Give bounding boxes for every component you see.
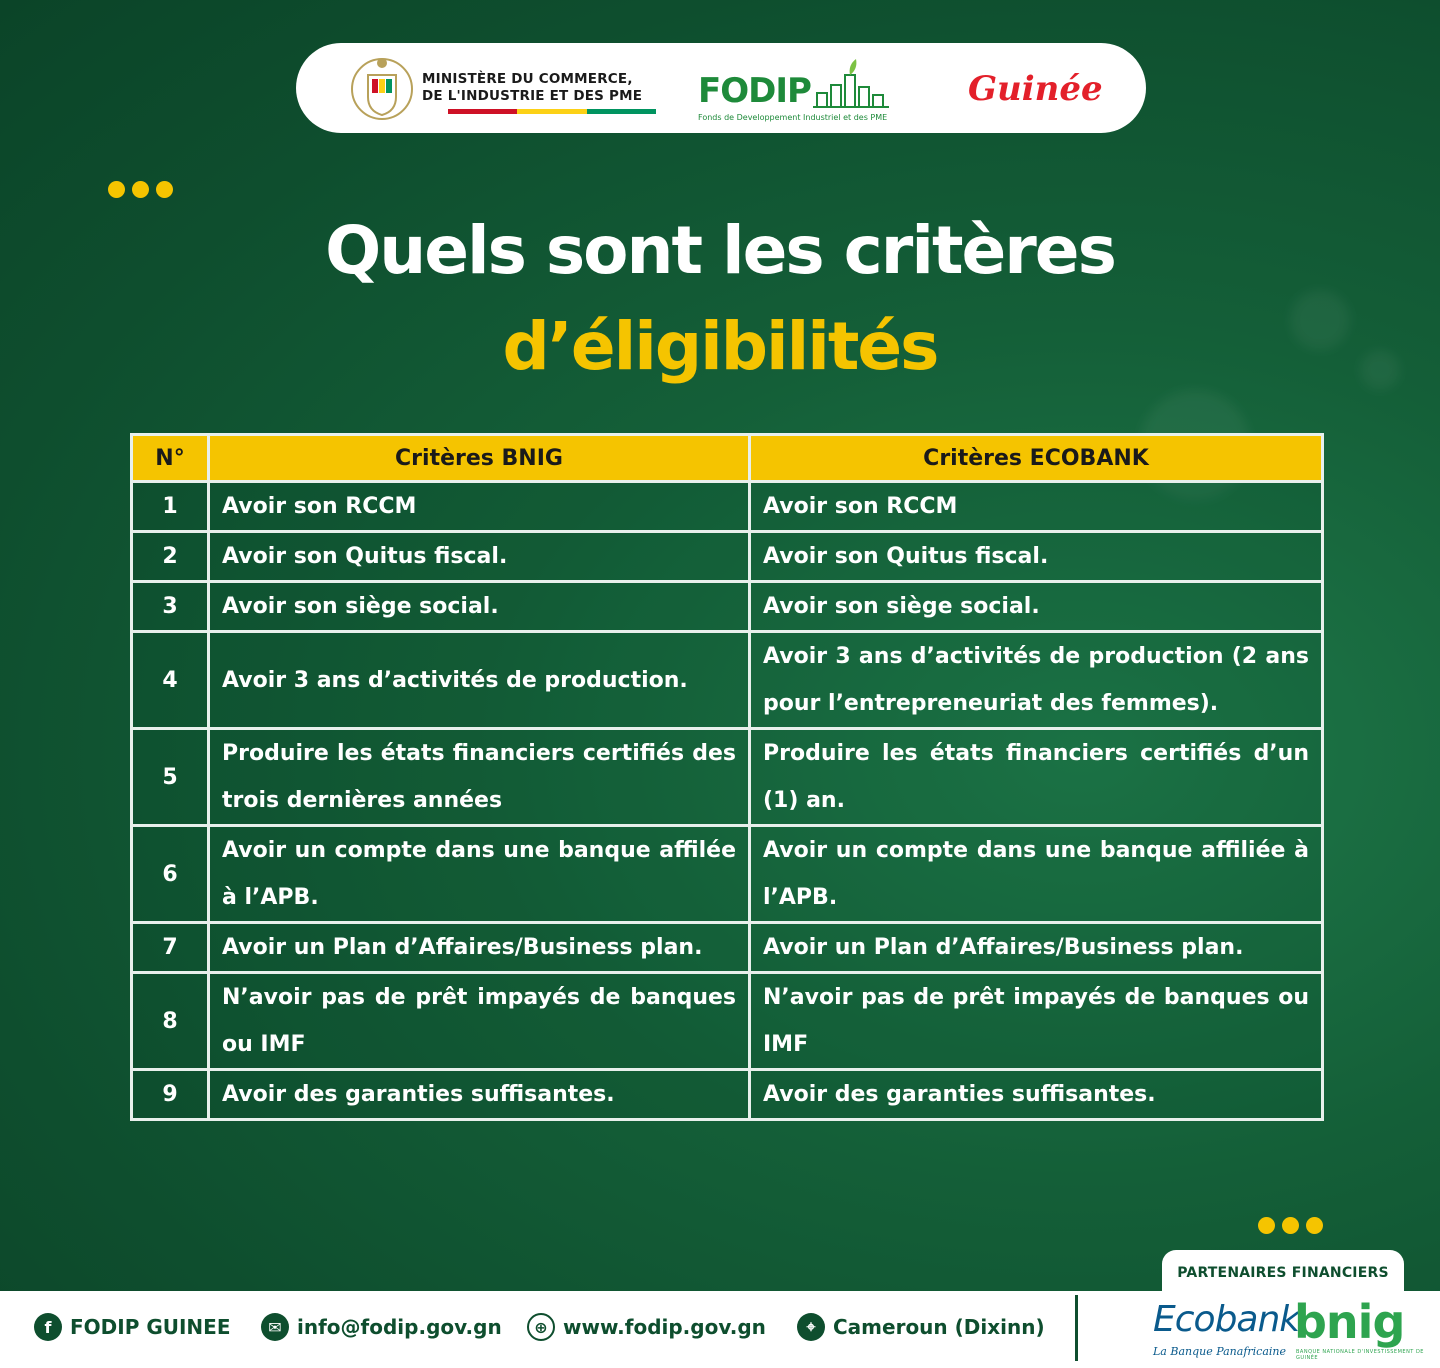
bnig-logo: bnig <box>1294 1295 1405 1349</box>
header-logo-bar <box>296 43 1146 133</box>
table-row <box>132 532 1323 582</box>
footer-facebook[interactable]: f FODIP GUINEE <box>34 1313 231 1341</box>
footer-website[interactable]: ⊕ www.fodip.gov.gn <box>527 1313 766 1341</box>
table-row <box>132 582 1323 632</box>
footer-email[interactable]: ✉ info@fodip.gov.gn <box>261 1313 502 1341</box>
footer-location[interactable]: ⌖ Cameroun (Dixinn) <box>797 1313 1045 1341</box>
ecobank-criterion: Avoir des garanties suffisantes. <box>750 1070 1323 1120</box>
bnig-criterion: Avoir son siège social. <box>209 582 750 632</box>
ecobank-logo: Ecobank <box>1153 1299 1300 1340</box>
header-ecobank: Critères ECOBANK <box>750 435 1323 482</box>
title-line1: Quels sont les critères <box>325 212 1115 289</box>
title-line2: d’éligibilités <box>502 308 938 385</box>
bnig-tagline: BANQUE NATIONALE D'INVESTISSEMENT DE GUINÉE <box>1296 1349 1424 1361</box>
bnig-criterion: Avoir son RCCM <box>209 482 750 532</box>
bnig-criterion: Avoir des garanties suffisantes. <box>209 1070 750 1120</box>
footer <box>0 1291 1440 1368</box>
decorative-dots-bottom <box>1258 1217 1323 1234</box>
table-row <box>132 826 1323 923</box>
city-skyline-icon <box>811 55 891 111</box>
row-number: 4 <box>132 632 209 729</box>
row-number: 1 <box>132 482 209 532</box>
table-row <box>132 482 1323 532</box>
ecobank-criterion: Avoir son Quitus fiscal. <box>750 532 1323 582</box>
ecobank-criterion: Avoir son RCCM <box>750 482 1323 532</box>
table-row <box>132 973 1323 1070</box>
ecobank-criterion: Avoir son siège social. <box>750 582 1323 632</box>
bnig-criterion: Produire les états financiers certifiés des trois dernières années <box>209 729 750 826</box>
globe-icon: ⊕ <box>527 1313 555 1341</box>
row-number: 8 <box>132 973 209 1070</box>
row-number: 7 <box>132 923 209 973</box>
facebook-icon: f <box>34 1313 62 1341</box>
bnig-criterion: Avoir 3 ans d’activités de production. <box>209 632 750 729</box>
ecobank-criterion: N’avoir pas de prêt impayés de banques ou IMF <box>750 973 1323 1070</box>
row-number: 3 <box>132 582 209 632</box>
row-number: 6 <box>132 826 209 923</box>
guinea-coat-of-arms-icon <box>348 49 416 127</box>
ecobank-criterion: Avoir un compte dans une banque affiliée à l’APB. <box>750 826 1323 923</box>
criteria-table <box>130 433 1324 1121</box>
decorative-dots-top <box>108 181 173 198</box>
location-pin-icon: ⌖ <box>797 1313 825 1341</box>
table-row <box>132 729 1323 826</box>
row-number: 2 <box>132 532 209 582</box>
ecobank-criterion: Avoir 3 ans d’activités de production (2 ans pour l’entrepreneuriat des femmes). <box>750 632 1323 729</box>
flag-stripe <box>448 109 656 114</box>
footer-separator <box>1075 1295 1078 1361</box>
table-row <box>132 632 1323 729</box>
partners-label: PARTENAIRES FINANCIERS <box>1162 1250 1404 1296</box>
header-bnig: Critères BNIG <box>209 435 750 482</box>
bnig-criterion: Avoir un Plan d’Affaires/Business plan. <box>209 923 750 973</box>
table-row <box>132 923 1323 973</box>
row-number: 9 <box>132 1070 209 1120</box>
ecobank-criterion: Avoir un Plan d’Affaires/Business plan. <box>750 923 1323 973</box>
fodip-logo: FODIP Fonds de Developpement Industriel et des PME <box>696 53 896 127</box>
table-header-row <box>132 435 1323 482</box>
bnig-criterion: Avoir son Quitus fiscal. <box>209 532 750 582</box>
bnig-criterion: Avoir un compte dans une banque affilée à l’APB. <box>209 826 750 923</box>
email-icon: ✉ <box>261 1313 289 1341</box>
row-number: 5 <box>132 729 209 826</box>
ecobank-tagline: La Banque Panafricaine <box>1153 1345 1287 1358</box>
ecobank-criterion: Produire les états financiers certifiés d’un (1) an. <box>750 729 1323 826</box>
ministry-name: MINISTÈRE DU COMMERCE, DE L'INDUSTRIE ET DES PME <box>422 71 643 104</box>
guinee-logo: Guinée <box>968 69 1103 109</box>
bnig-criterion: N’avoir pas de prêt impayés de banques ou IMF <box>209 973 750 1070</box>
header-num: N° <box>132 435 209 482</box>
table-row <box>132 1070 1323 1120</box>
